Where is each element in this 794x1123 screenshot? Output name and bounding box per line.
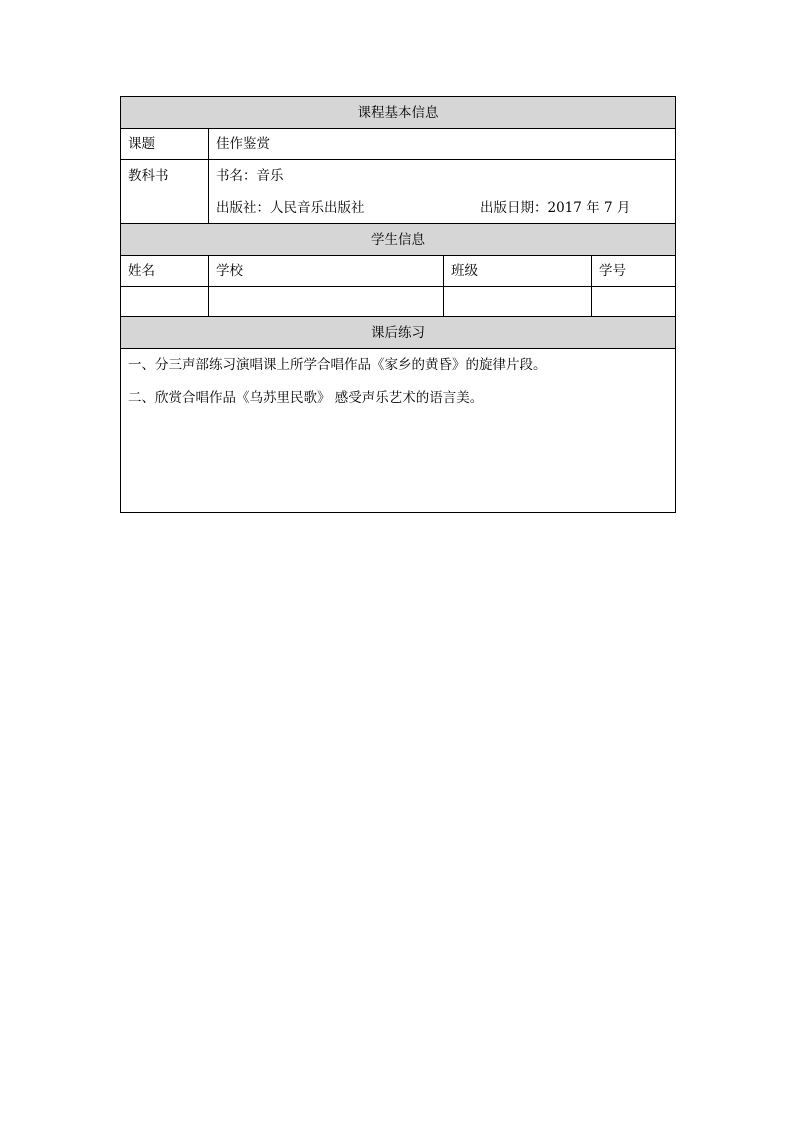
exercise-item-2: 二、欣赏合唱作品《乌苏里民歌》 感受声乐艺术的语言美。 [128,390,484,406]
topic-label: 课题 [121,129,209,160]
exercise-item-1: 一、分三声部练习演唱课上所学合唱作品《家乡的黄昏》的旋律片段。 [128,357,547,373]
topic-value: 佳作鉴赏 [209,129,676,160]
student-id-field[interactable] [592,287,676,317]
student-school-field[interactable] [209,287,444,317]
student-name-field[interactable] [121,287,209,317]
publication-date: 出版日期：2017 年 7 月 [480,200,631,216]
student-id-header: 学号 [592,256,676,287]
section-header-basic-info: 课程基本信息 [121,97,676,129]
section-header-exercises: 课后练习 [121,317,676,349]
exercise-list [121,349,676,513]
textbook-details [209,160,676,224]
section-header-student-info: 学生信息 [121,224,676,256]
course-sheet [120,96,675,513]
publisher: 出版社：人民音乐出版社 [216,200,365,216]
info-table [120,96,676,513]
student-name-header: 姓名 [121,256,209,287]
book-name: 书名：音乐 [216,168,284,184]
student-class-header: 班级 [444,256,592,287]
textbook-label: 教科书 [121,160,209,224]
student-school-header: 学校 [209,256,444,287]
student-class-field[interactable] [444,287,592,317]
